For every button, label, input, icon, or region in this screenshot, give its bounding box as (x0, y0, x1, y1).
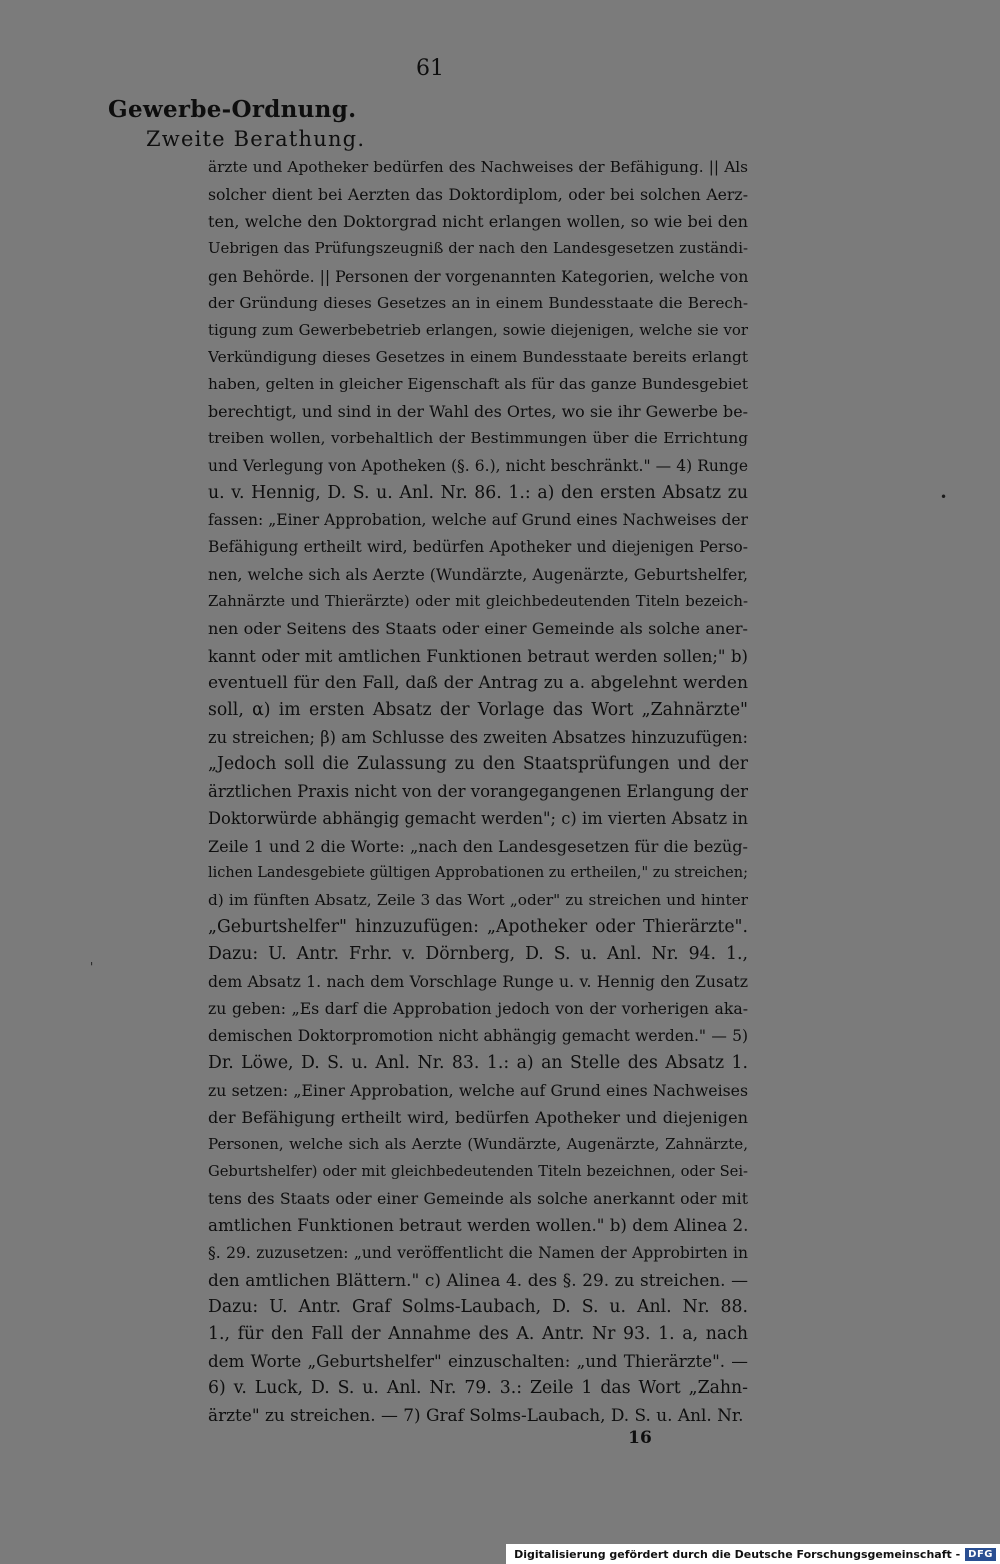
text-line: Dr. Löwe, D. S. u. Anl. Nr. 83. 1.: a) an Stelle des Absatz 1. (208, 1052, 748, 1073)
text-line: Zeile 1 und 2 die Worte: „nach den Landesgesetzen für die bezüg- (208, 836, 748, 856)
text-line: Dazu: U. Antr. Frhr. v. Dörnberg, D. S. u. Anl. Nr. 94. 1., (208, 944, 748, 965)
text-line: Doktorwürde abhängig gemacht werden"; c) im vierten Absatz in (208, 809, 748, 829)
dfg-logo: DFG (965, 1548, 996, 1561)
text-line: zu geben: „Es darf die Approbation jedoch von der vorherigen aka- (208, 999, 748, 1019)
text-line: zu setzen: „Einer Approbation, welche auf Grund eines Nachweises (208, 1080, 748, 1100)
body-text (208, 154, 748, 1430)
text-line: der Gründung dieses Gesetzes an in einem Bundesstaate die Berech- (208, 293, 748, 312)
text-line: tigung zum Gewerbebetrieb erlangen, sowie diejenigen, welche sie vor (208, 320, 748, 339)
text-line: ärzte" zu streichen. — 7) Graf Solms-Laubach, D. S. u. Anl. Nr. (208, 1405, 744, 1426)
text-line: Personen, welche sich als Aerzte (Wundärzte, Augenärzte, Zahnärzte, (208, 1135, 748, 1154)
text-line: den amtlichen Blättern." c) Alinea 4. des §. 29. zu streichen. — (208, 1269, 748, 1290)
text-line: d) im fünften Absatz, Zeile 3 das Wort „oder" zu streichen und hinter (208, 890, 748, 909)
speck-mark: • (940, 490, 948, 504)
text-line: eventuell für den Fall, daß der Antrag zu a. abgelehnt werden (208, 672, 748, 693)
footer-bar (506, 1544, 1000, 1564)
text-line: und Verlegung von Apotheken (§. 6.), nicht beschränkt." — 4) Runge (208, 456, 748, 475)
text-line: ärztlichen Praxis nicht von der vorangegangenen Erlangung der (208, 782, 748, 802)
text-line: Uebrigen das Prüfungszeugniß der nach den Landesgesetzen zuständi- (208, 239, 748, 258)
text-line: §. 29. zuzusetzen: „und veröffentlicht die Namen der Approbirten in (208, 1243, 748, 1262)
text-line: 6) v. Luck, D. S. u. Anl. Nr. 79. 3.: Zeile 1 das Wort „Zahn- (208, 1378, 748, 1399)
text-line: Befähigung ertheilt wird, bedürfen Apotheker und diejenigen Perso- (208, 537, 748, 556)
text-line: demischen Doktorpromotion nicht abhängig gemacht werden." — 5) (208, 1026, 748, 1045)
text-line: nen, welche sich als Aerzte (Wundärzte, Augenärzte, Geburtshelfer, (208, 565, 748, 585)
subsection-title: Zweite Berathung. (146, 127, 366, 151)
text-line: kannt oder mit amtlichen Funktionen betraut werden sollen;" b) (208, 646, 748, 666)
signature-mark: 16 (628, 1428, 652, 1448)
footer-text: Digitalisierung gefördert durch die Deutsche Forschungsgemeinschaft - (514, 1547, 961, 1561)
text-line: nen oder Seitens des Staats oder einer Gemeinde als solche aner- (208, 619, 748, 639)
text-line: „Jedoch soll die Zulassung zu den Staatsprüfungen und der (208, 754, 748, 775)
text-line: „Geburtshelfer" hinzuzufügen: „Apotheker oder Thierärzte". (208, 916, 748, 937)
text-line: gen Behörde. || Personen der vorgenannten Kategorien, welche von (208, 266, 748, 286)
page-number: 61 (416, 56, 444, 81)
text-line: fassen: „Einer Approbation, welche auf Grund eines Nachweises der (208, 510, 748, 529)
text-line: haben, gelten in gleicher Eigenschaft als für das ganze Bundesgebiet (208, 375, 748, 394)
text-line: Geburtshelfer) oder mit gleichbedeutenden Titeln bezeichnen, oder Sei- (208, 1163, 748, 1181)
text-line: u. v. Hennig, D. S. u. Anl. Nr. 86. 1.: a) den ersten Absatz zu (208, 482, 748, 503)
text-line: der Befähigung ertheilt wird, bedürfen Apotheker und diejenigen (208, 1107, 748, 1127)
text-line: ärzte und Apotheker bedürfen des Nachweises der Befähigung. || Als (208, 158, 748, 176)
speck-mark: ' (90, 960, 94, 974)
text-line: berechtigt, und sind in der Wahl des Ortes, wo sie ihr Gewerbe be- (208, 402, 748, 422)
text-line: Verkündigung dieses Gesetzes in einem Bundesstaate bereits erlangt (208, 347, 748, 366)
text-line: dem Absatz 1. nach dem Vorschlage Runge u. v. Hennig den Zusatz (208, 972, 748, 992)
section-title: Gewerbe-Ordnung. (108, 96, 357, 123)
text-line: solcher dient bei Aerzten das Doktordiplom, oder bei solchen Aerz- (208, 185, 748, 205)
text-line: treiben wollen, vorbehaltlich der Bestimmungen über die Errichtung (208, 429, 748, 448)
text-line: amtlichen Funktionen betraut werden wollen." b) dem Alinea 2. (208, 1215, 748, 1236)
text-line: 1., für den Fall der Annahme des A. Antr. Nr 93. 1. a, nach (208, 1324, 748, 1345)
text-line: tens des Staats oder einer Gemeinde als solche anerkannt oder mit (208, 1189, 748, 1209)
text-line: ten, welche den Doktorgrad nicht erlangen wollen, so wie bei den (208, 212, 748, 232)
text-line: Dazu: U. Antr. Graf Solms-Laubach, D. S. u. Anl. Nr. 88. (208, 1296, 748, 1317)
text-line: lichen Landesgebiete gültigen Approbationen zu ertheilen," zu streichen; (208, 864, 748, 881)
text-line: Zahnärzte und Thierärzte) oder mit gleichbedeutenden Titeln bezeich- (208, 592, 748, 611)
text-line: dem Worte „Geburtshelfer" einzuschalten: „und Thierärzte". — (208, 1351, 748, 1372)
text-line: zu streichen; β) am Schlusse des zweiten Absatzes hinzuzufügen: (208, 727, 748, 747)
text-line: soll, α) im ersten Absatz der Vorlage das Wort „Zahnärzte" (208, 699, 748, 720)
